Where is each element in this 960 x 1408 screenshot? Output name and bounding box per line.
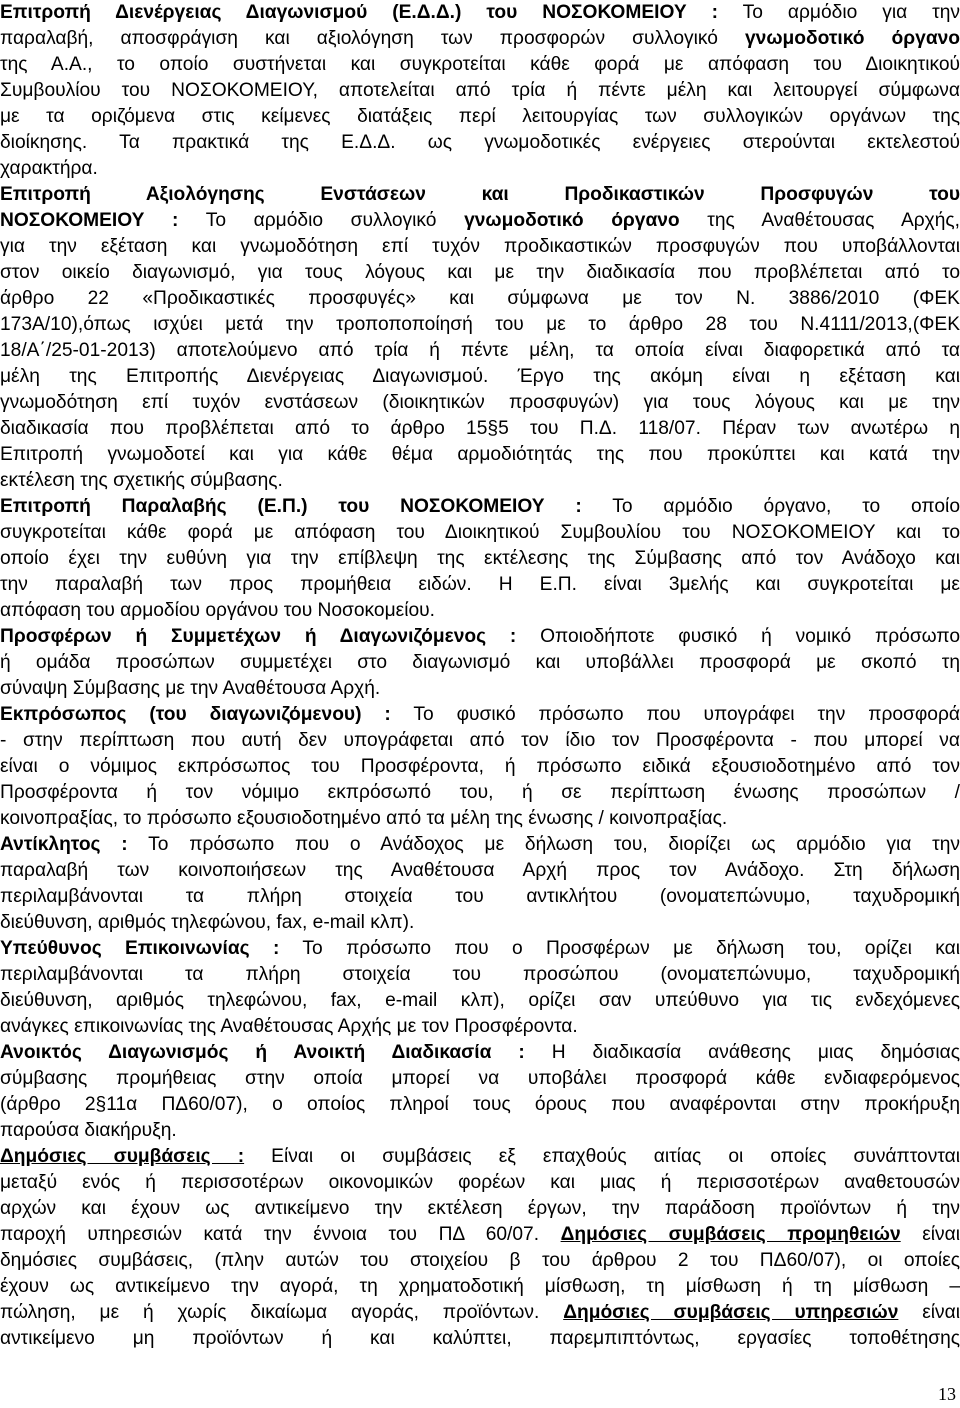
body-text: πώληση, με ή χωρίς δικαίωμα αγοράς, προϊόντων. bbox=[0, 1302, 564, 1323]
paragraph-line bbox=[0, 1066, 960, 1092]
paragraph-line bbox=[0, 234, 960, 260]
paragraph-line bbox=[0, 988, 960, 1014]
paragraph-line bbox=[0, 1092, 960, 1118]
body-text: παροχή υπηρεσιών κατά την έννοια του ΠΔ 60/07. bbox=[0, 1224, 561, 1245]
body-text: έχουν ως αντικείμενο την αγορά, τη χρηματοδοτική μίσθωση, τη μίσθωση ή τη μίσθωση – bbox=[0, 1276, 960, 1297]
paragraph-line bbox=[0, 1196, 960, 1222]
paragraph-line bbox=[0, 312, 960, 338]
paragraph-line bbox=[0, 0, 960, 26]
paragraph-line bbox=[0, 676, 960, 702]
term-heading: Προσφέρων ή Συμμετέχων ή Διαγωνιζόμενος : bbox=[0, 626, 517, 647]
body-text: μεταξύ ενός ή περισσοτέρων οικονομικών φορέων και μιας ή περισσοτέρων αναθετουσών bbox=[0, 1172, 960, 1193]
body-text: κοινοπραξίας, το πρόσωπο εξουσιοδοτημένο από τα μέλη της ένωσης / κοινοπραξίας. bbox=[0, 808, 728, 829]
body-text: αντικείμενο μη προϊόντων ή και καλύπτει, παρεμπιπτόντως, εργασίες τοποθέτησης bbox=[0, 1328, 960, 1349]
body-text: είναι bbox=[900, 1224, 960, 1245]
paragraph-line bbox=[0, 26, 960, 52]
paragraph-line bbox=[0, 1118, 960, 1144]
paragraph-line bbox=[0, 702, 960, 728]
body-text: - στην περίπτωση που αυτή δεν υπογράφεται από τον ίδιο τον Προσφέροντα - που μπορεί να bbox=[0, 730, 960, 751]
paragraph-line bbox=[0, 858, 960, 884]
body-text: απόφαση του αρμοδίου οργάνου του Νοσοκομείου. bbox=[0, 600, 435, 621]
paragraph-line bbox=[0, 364, 960, 390]
paragraph-line bbox=[0, 130, 960, 156]
paragraph-line bbox=[0, 884, 960, 910]
body-text: συγκροτείται κάθε φορά με απόφαση του Διοικητικού Συμβουλίου του ΝΟΣΟΚΟΜΕΙΟΥ και το bbox=[0, 522, 960, 543]
body-text: Οποιοδήποτε φυσικό ή νομικό πρόσωπο bbox=[516, 626, 960, 647]
paragraph-line bbox=[0, 520, 960, 546]
body-text: 173Α/10),όπως ισχύει μετά την τροποποποίησή του με το άρθρο 28 του Ν.4111/2013,(ΦΕΚ bbox=[0, 314, 960, 335]
body-text: Το αρμόδιο συλλογικό bbox=[178, 210, 465, 231]
body-text: Το πρόσωπο που ο Προσφέρων με δήλωση του, ορίζει και bbox=[279, 938, 960, 959]
body-text: με τα οριζόμενα στις κείμενες διατάξεις περί λειτουργίας των συλλογικών οργάνων της bbox=[0, 106, 960, 127]
bold-term: Δημόσιες συμβάσεις προμηθειών bbox=[560, 1224, 901, 1245]
paragraph-line bbox=[0, 78, 960, 104]
term-heading: Επιτροπή Αξιολόγησης Ενστάσεων και Προδικαστικών Προσφυγών του bbox=[0, 184, 960, 205]
body-text: σύναψη Σύμβασης με την Αναθέτουσα Αρχή. bbox=[0, 678, 381, 699]
paragraph-line bbox=[0, 494, 960, 520]
body-text: είναι ο νόμιμος εκπρόσωπος του Προσφέροντα, ή πρόσωπο ειδικά εξουσιοδοτημένο από τον bbox=[0, 756, 960, 777]
term-heading: ΝΟΣΟΚΟΜΕΙΟΥ : bbox=[0, 210, 179, 231]
page-number: 13 bbox=[938, 1384, 956, 1404]
paragraph-line bbox=[0, 962, 960, 988]
body-text: είναι bbox=[898, 1302, 960, 1323]
paragraph-line bbox=[0, 338, 960, 364]
body-text: σύμβασης προμήθειας στην οποία μπορεί να υποβάλει προσφορά κάθε ενδιαφερόμενος bbox=[0, 1068, 960, 1089]
body-text: μέλη της Επιτροπής Διενέργειας Διαγωνισμού. Έργο της ακόμη είναι η εξέταση και bbox=[0, 366, 960, 387]
paragraph-line bbox=[0, 416, 960, 442]
body-text: εκτέλεση της σχετικής σύμβασης. bbox=[0, 470, 283, 491]
body-text: διοίκησης. Τα πρακτικά της Ε.Δ.Δ. ως γνωμοδοτικές ενέργειες στερούνται εκτελεστού bbox=[0, 132, 960, 153]
term-heading: Επιτροπή Παραλαβής (Ε.Π.) του ΝΟΣΟΚΟΜΕΙΟΥ : bbox=[0, 496, 582, 517]
paragraph-line bbox=[0, 468, 960, 494]
paragraph-line bbox=[0, 936, 960, 962]
body-text: Επιτροπή γνωμοδοτεί και για κάθε θέμα αρμοδιότητάς της που προκύπτει και κατά την bbox=[0, 444, 960, 465]
term-heading: Εκπρόσωπος (του διαγωνιζόμενου) : bbox=[0, 704, 391, 725]
paragraph-line bbox=[0, 1222, 960, 1248]
body-text: παραλαβή, αποσφράγιση και αξιολόγηση των προσφορών συλλογικό bbox=[0, 28, 745, 49]
body-text: περιλαμβάνονται τα πλήρη στοιχεία του προσώπου (ονοματεπώνυμο, ταχυδρομική bbox=[0, 964, 960, 985]
paragraph-line bbox=[0, 1014, 960, 1040]
bold-text: γνωμοδοτικό όργανο bbox=[744, 28, 960, 49]
term-heading: Επιτροπή Διενέργειας Διαγωνισμού (Ε.Δ.Δ.) του ΝΟΣΟΚΟΜΕΙΟΥ : bbox=[0, 2, 719, 23]
paragraph-line bbox=[0, 780, 960, 806]
paragraph-line bbox=[0, 1326, 960, 1352]
body-text: (άρθρο 2§11α ΠΔ60/07), ο οποίος πληροί τους όρους που αναφέρονται στην προκήρυξη bbox=[0, 1094, 960, 1115]
bold-term: Δημόσιες συμβάσεις υπηρεσιών bbox=[563, 1302, 899, 1323]
body-text: Το αρμόδιο όργανο, το οποίο bbox=[581, 496, 960, 517]
body-text: για την εξέταση και γνωμοδότηση επί τυχόν προδικαστικών προσφυγών που υποβάλλονται bbox=[0, 236, 960, 257]
body-text: παραλαβή των κοινοποιήσεων της Αναθέτουσα Αρχή προς τον Ανάδοχο. Στη δήλωση bbox=[0, 860, 960, 881]
paragraph-line bbox=[0, 1144, 960, 1170]
body-text: ανάγκες επικοινωνίας της Αναθέτουσας Αρχής με τον Προσφέροντα. bbox=[0, 1016, 578, 1037]
paragraph-line bbox=[0, 156, 960, 182]
paragraph-line bbox=[0, 910, 960, 936]
body-text: άρθρο 22 «Προδικαστικές προσφυγές» και σύμφωνα με τον Ν. 3886/2010 (ΦΕΚ bbox=[0, 288, 960, 309]
bold-text: γνωμοδοτικό όργανο bbox=[464, 210, 680, 231]
term-heading: Ανοικτός Διαγωνισμός ή Ανοικτή Διαδικασία : bbox=[0, 1042, 525, 1063]
paragraph-line bbox=[0, 650, 960, 676]
body-text: γνωμοδότηση επί τυχόν ενστάσεων (διοικητικών προσφυγών) για τους λόγους και με την bbox=[0, 392, 960, 413]
body-text: παρούσα διακήρυξη. bbox=[0, 1120, 177, 1141]
paragraph-line bbox=[0, 1170, 960, 1196]
paragraph-line bbox=[0, 390, 960, 416]
paragraph-line bbox=[0, 104, 960, 130]
body-text: την παραλαβή των προς προμήθεια ειδών. Η Ε.Π. είναι 3μελής και συγκροτείται με bbox=[0, 574, 960, 595]
paragraph-line bbox=[0, 572, 960, 598]
body-text: Είναι οι συμβάσεις εξ επαχθούς αιτίας οι οποίες συνάπτονται bbox=[244, 1146, 960, 1167]
paragraph-line bbox=[0, 442, 960, 468]
paragraph-line bbox=[0, 286, 960, 312]
body-text: Το αρμόδιο για την bbox=[718, 2, 960, 23]
body-text: Συμβουλίου του ΝΟΣΟΚΟΜΕΙΟΥ, αποτελείται από τρία ή πέντε μέλη και λειτουργεί σύμφωνα bbox=[0, 80, 960, 101]
body-text: διεύθυνση, αριθμός τηλεφώνου, fax, e-mail κλπ), ορίζει σαν υπεύθυνο για τις ενδεχόμενες bbox=[0, 990, 960, 1011]
paragraph-line bbox=[0, 1300, 960, 1326]
term-heading: Δημόσιες συμβάσεις : bbox=[0, 1146, 245, 1167]
paragraph-line bbox=[0, 52, 960, 78]
paragraph-line bbox=[0, 182, 960, 208]
body-text: της Α.Α., το οποίο συστήνεται και συγκροτείται κάθε φορά με απόφαση του Διοικητικού bbox=[0, 54, 960, 75]
body-text: στον οικείο διαγωνισμό, για τους λόγους και με την διαδικασία που προβλέπεται από το bbox=[0, 262, 960, 283]
body-text: 18/Α΄/25-01-2013) αποτελούμενο από τρία ή πέντε μέλη, τα οποία είναι διαφορετικά από τα bbox=[0, 340, 960, 361]
paragraph-line bbox=[0, 208, 960, 234]
paragraph-line bbox=[0, 260, 960, 286]
paragraph-line bbox=[0, 806, 960, 832]
paragraph-line bbox=[0, 728, 960, 754]
body-text: αρχών και έχουν ως αντικείμενο την εκτέλεση έργων, την παράδοση προϊόντων ή την bbox=[0, 1198, 960, 1219]
paragraph-line bbox=[0, 624, 960, 650]
body-text: Το πρόσωπο που ο Ανάδοχος με δήλωση του, διορίζει ως αρμόδιο για την bbox=[127, 834, 960, 855]
paragraph-line bbox=[0, 546, 960, 572]
body-text: χαρακτήρα. bbox=[0, 158, 98, 179]
paragraph-line bbox=[0, 832, 960, 858]
paragraph-line bbox=[0, 1040, 960, 1066]
body-text: Προσφέροντα ή τον νόμιμο εκπρόσωπό του, ή σε περίπτωση ένωσης προσώπων / bbox=[0, 782, 960, 803]
paragraph-line bbox=[0, 1248, 960, 1274]
body-text: δημόσιες συμβάσεις, (πλην αυτών του στοιχείου β του άρθρου 2 του ΠΔ60/07), οι οποίες bbox=[0, 1250, 960, 1271]
term-heading: Αντίκλητος : bbox=[0, 834, 128, 855]
body-text: Η διαδικασία ανάθεσης μιας δημόσιας bbox=[524, 1042, 960, 1063]
paragraph-line bbox=[0, 598, 960, 624]
body-text: ή ομάδα προσώπων συμμετέχει στο διαγωνισμό και υποβάλλει προσφορά με σκοπό τη bbox=[0, 652, 960, 673]
body-text: της Αναθέτουσας Αρχής, bbox=[679, 210, 960, 231]
body-text: Το φυσικό πρόσωπο που υπογράφει την προσφορά bbox=[390, 704, 960, 725]
body-text: οποίο έχει την ευθύνη για την επίβλεψη της εκτέλεσης της Σύμβασης από τον Ανάδοχο και bbox=[0, 548, 960, 569]
paragraph-line bbox=[0, 754, 960, 780]
body-text: διαδικασία που προβλέπεται από το άρθρο 15§5 του Π.Δ. 118/07. Πέραν των ανωτέρω η bbox=[0, 418, 960, 439]
body-text: διεύθυνση, αριθμός τηλεφώνου, fax, e-mail κλπ). bbox=[0, 912, 415, 933]
term-heading: Υπεύθυνος Επικοινωνίας : bbox=[0, 938, 280, 959]
body-text: περιλαμβάνονται τα πλήρη στοιχεία του αντικλήτου (ονοματεπώνυμο, ταχυδρομική bbox=[0, 886, 960, 907]
paragraph-line bbox=[0, 1274, 960, 1300]
